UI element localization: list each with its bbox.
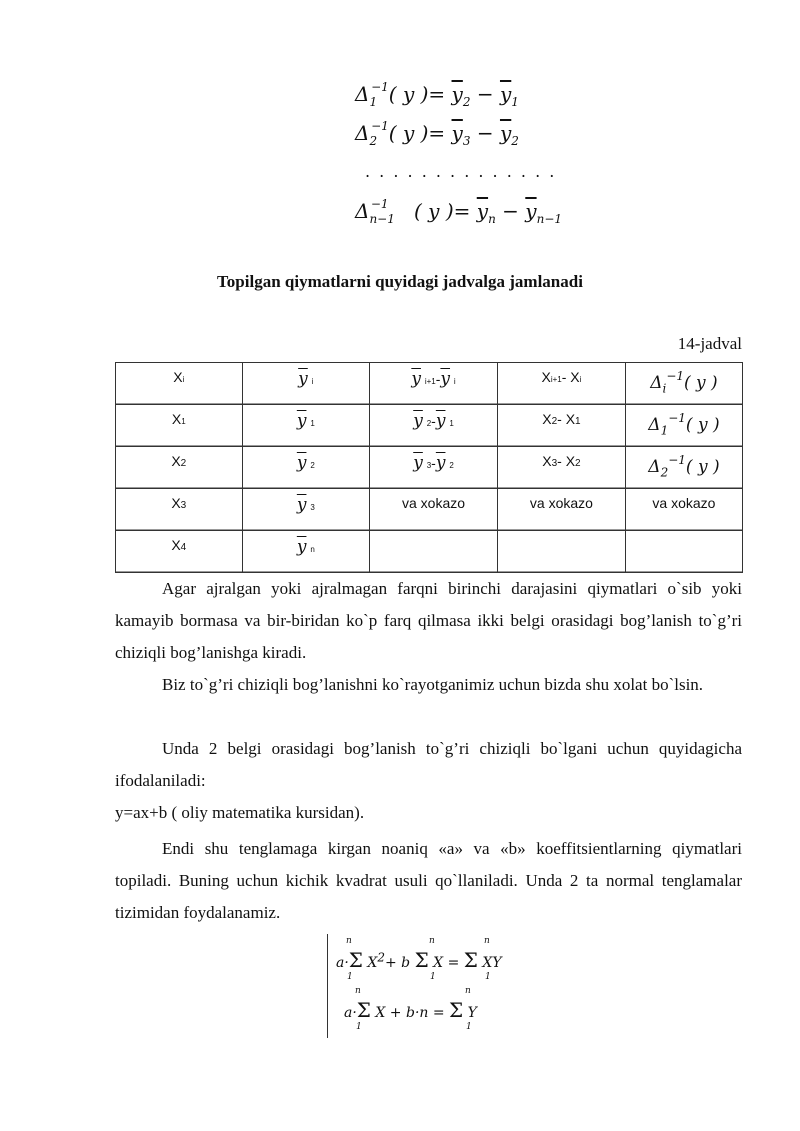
cell-y3: $\overline{y}$ 3 (242, 489, 369, 531)
sum-upper-limit: n (346, 936, 352, 946)
sum-upper-limit: n (484, 936, 490, 946)
table-row (116, 405, 743, 447)
cell-y2-y1: $\overline{y}$ $2-\overline{y}$ 1 (370, 405, 498, 447)
cell-etc-1: va xokazo (370, 489, 498, 531)
system-brace (327, 934, 334, 1038)
equation-1: a·Σ $X^2+ b$ Σ X = Σ XY (336, 948, 502, 972)
header-yi: $\overline{y}$ i (242, 363, 369, 405)
cell-delta2: $\Delta_2^{-1}$( y ) (625, 447, 742, 489)
cell-empty (370, 531, 498, 573)
sum-lower-limit: 1 (430, 972, 436, 982)
formula-delta-n: $\Delta_{n-1}^{-1}$ ( y )= $\overline{y}_n - \overline{y}_{n-1}$ (355, 197, 563, 226)
equation-2: a·Σ X + b·n = Σ Y (344, 998, 477, 1022)
cell-x2-x1: X2- X1 (497, 405, 625, 447)
paragraph-3: Unda 2 belgi orasidagi bog’lanish to`g’ri chiziqli bo`lgani uchun quyidagicha ifodalaniladi: (115, 739, 742, 790)
sum-upper-limit: n (465, 986, 471, 996)
sum-upper-limit: n (355, 986, 361, 996)
table-row (116, 531, 743, 573)
cell-x1: X1 (116, 405, 243, 447)
cell-x3-x2: X3- X2 (497, 447, 625, 489)
header-xi: Xi (116, 363, 243, 405)
header-x-diff: Xi+1- Xi (497, 363, 625, 405)
paragraph-4: y=ax+b ( oliy matematika kursidan). (115, 803, 365, 822)
cell-x4: X4 (116, 531, 243, 573)
sum-lower-limit: 1 (347, 972, 353, 982)
cell-y1: $\overline{y}$ 1 (242, 405, 369, 447)
formula-delta-2: $\Delta_2^{-1}$( y )= $\overline{y}_3 - \overline{y}_2$ (355, 119, 519, 148)
cell-yn: $\overline{y}$ n (242, 531, 369, 573)
paragraph-5: Endi shu tenglamaga kirgan noaniq «a» va «b» koeffitsientlarning qiymatlari topiladi. Buning uchun kichik kvadrat usuli qo`llaniladi. Unda 2 ta normal tenglamalar tizimidan foydalanamiz. (115, 839, 742, 922)
table-label: 14-jadval (677, 334, 742, 353)
normal-equations-system (322, 928, 552, 1040)
cell-delta1: $\Delta_1^{-1}$( y ) (625, 405, 742, 447)
differences-table (115, 362, 743, 573)
cell-y3-y2: $\overline{y}$ $3-\overline{y}$ 2 (370, 447, 498, 489)
table-row (116, 447, 743, 489)
formula-dots: . . . . . . . . . . . . . . (365, 162, 557, 181)
sum-upper-limit: n (429, 936, 435, 946)
cell-x2: X2 (116, 447, 243, 489)
table-header-row (116, 363, 743, 405)
sum-lower-limit: 1 (466, 1022, 472, 1032)
paragraph-2: Biz to`g’ri chiziqli bog’lanishni ko`rayotganimiz uchun bizda shu xolat bo`lsin. (162, 675, 704, 694)
cell-empty (625, 531, 742, 573)
cell-etc-2: va xokazo (497, 489, 625, 531)
cell-empty (497, 531, 625, 573)
formula-delta-1: $\Delta_1^{-1}$( y )= $\overline{y}_2 - \overline{y}_1$ (355, 80, 519, 109)
sum-lower-limit: 1 (356, 1022, 362, 1032)
header-delta: $\Delta_i^{-1}$( y ) (625, 363, 742, 405)
header-y-diff: $\overline{y}$ $i+1-\overline{y}$ i (370, 363, 498, 405)
cell-etc-3: va xokazo (625, 489, 742, 531)
difference-formulas (355, 80, 563, 236)
table-row (116, 489, 743, 531)
paragraph-1: Agar ajralgan yoki ajralmagan farqni birinchi darajasini qiymatlari o`sib yoki kamayib bormasa va bir-biridan ko`p farq qilmasa ikki belgi orasidagi bog’lanish to`g’ri chiziqli bog’lanishga kiradi. (115, 579, 742, 662)
cell-y2: $\overline{y}$ 2 (242, 447, 369, 489)
sum-lower-limit: 1 (485, 972, 491, 982)
section-heading: Topilgan qiymatlarni quyidagi jadvalga jamlanadi (217, 272, 583, 291)
cell-x3: X3 (116, 489, 243, 531)
